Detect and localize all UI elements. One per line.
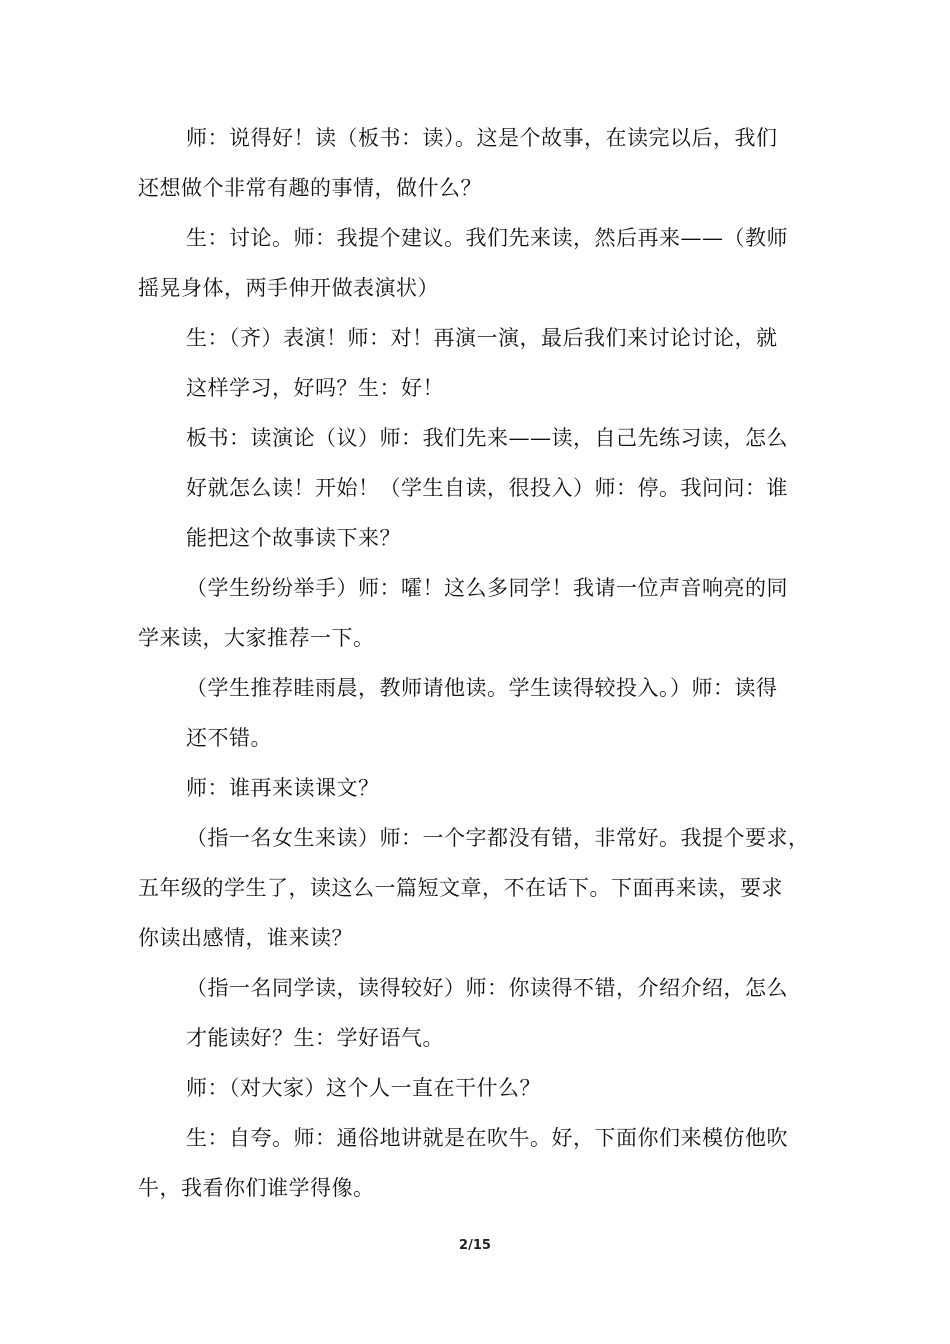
text-line: 能把这个故事读下来？ (186, 526, 401, 550)
text-line: 师：说得好！读（板书：读）。这是个故事，在读完以后，我们 (186, 126, 778, 150)
text-line: （指一名女生来读）师：一个字都没有错，非常好。我提个要求， (186, 826, 810, 850)
text-line: 还不错。 (186, 726, 272, 750)
text-line: 师：谁再来读课文？ (186, 776, 380, 800)
text-line: 师：（对大家）这个人一直在干什么？ (186, 1076, 541, 1100)
text-line: 摇晃身体，两手伸开做表演状） (138, 276, 439, 300)
text-line: 生：自夸。师：通俗地讲就是在吹牛。好，下面你们来模仿他吹 (186, 1126, 788, 1150)
page-number: 2/15 (459, 1238, 491, 1253)
text-line: （学生纷纷举手）师：嚯！这么多同学！我请一位声音响亮的同 (186, 576, 788, 600)
text-line: 这样学习，好吗？生：好！ (186, 376, 444, 400)
text-line: 你读出感情，谁来读？ (138, 926, 353, 950)
text-line: 好就怎么读！开始！（学生自读，很投入）师：停。我问问：谁 (186, 476, 788, 500)
text-line: 生：讨论。师：我提个建议。我们先来读，然后再来——（教师 (186, 226, 788, 250)
text-line: （指一名同学读，读得较好）师：你读得不错，介绍介绍，怎么 (186, 976, 788, 1000)
text-line: 牛，我看你们谁学得像。 (138, 1176, 375, 1200)
text-line: 板书：读演论（议）师：我们先来——读，自己先练习读，怎么 (186, 426, 788, 450)
text-line: 还想做个非常有趣的事情，做什么？ (138, 176, 482, 200)
text-line: 生：（齐）表演！师：对！再演一演，最后我们来讨论讨论，就 (186, 326, 778, 350)
text-line: （学生推荐眭雨晨，教师请他读。学生读得较投入。）师：读得 (186, 676, 778, 700)
text-line: 五年级的学生了，读这么一篇短文章，不在话下。下面再来读，要求 (138, 876, 783, 900)
text-line: 学来读，大家推荐一下。 (138, 626, 375, 650)
text-line: 才能读好？生：学好语气。 (186, 1026, 444, 1050)
